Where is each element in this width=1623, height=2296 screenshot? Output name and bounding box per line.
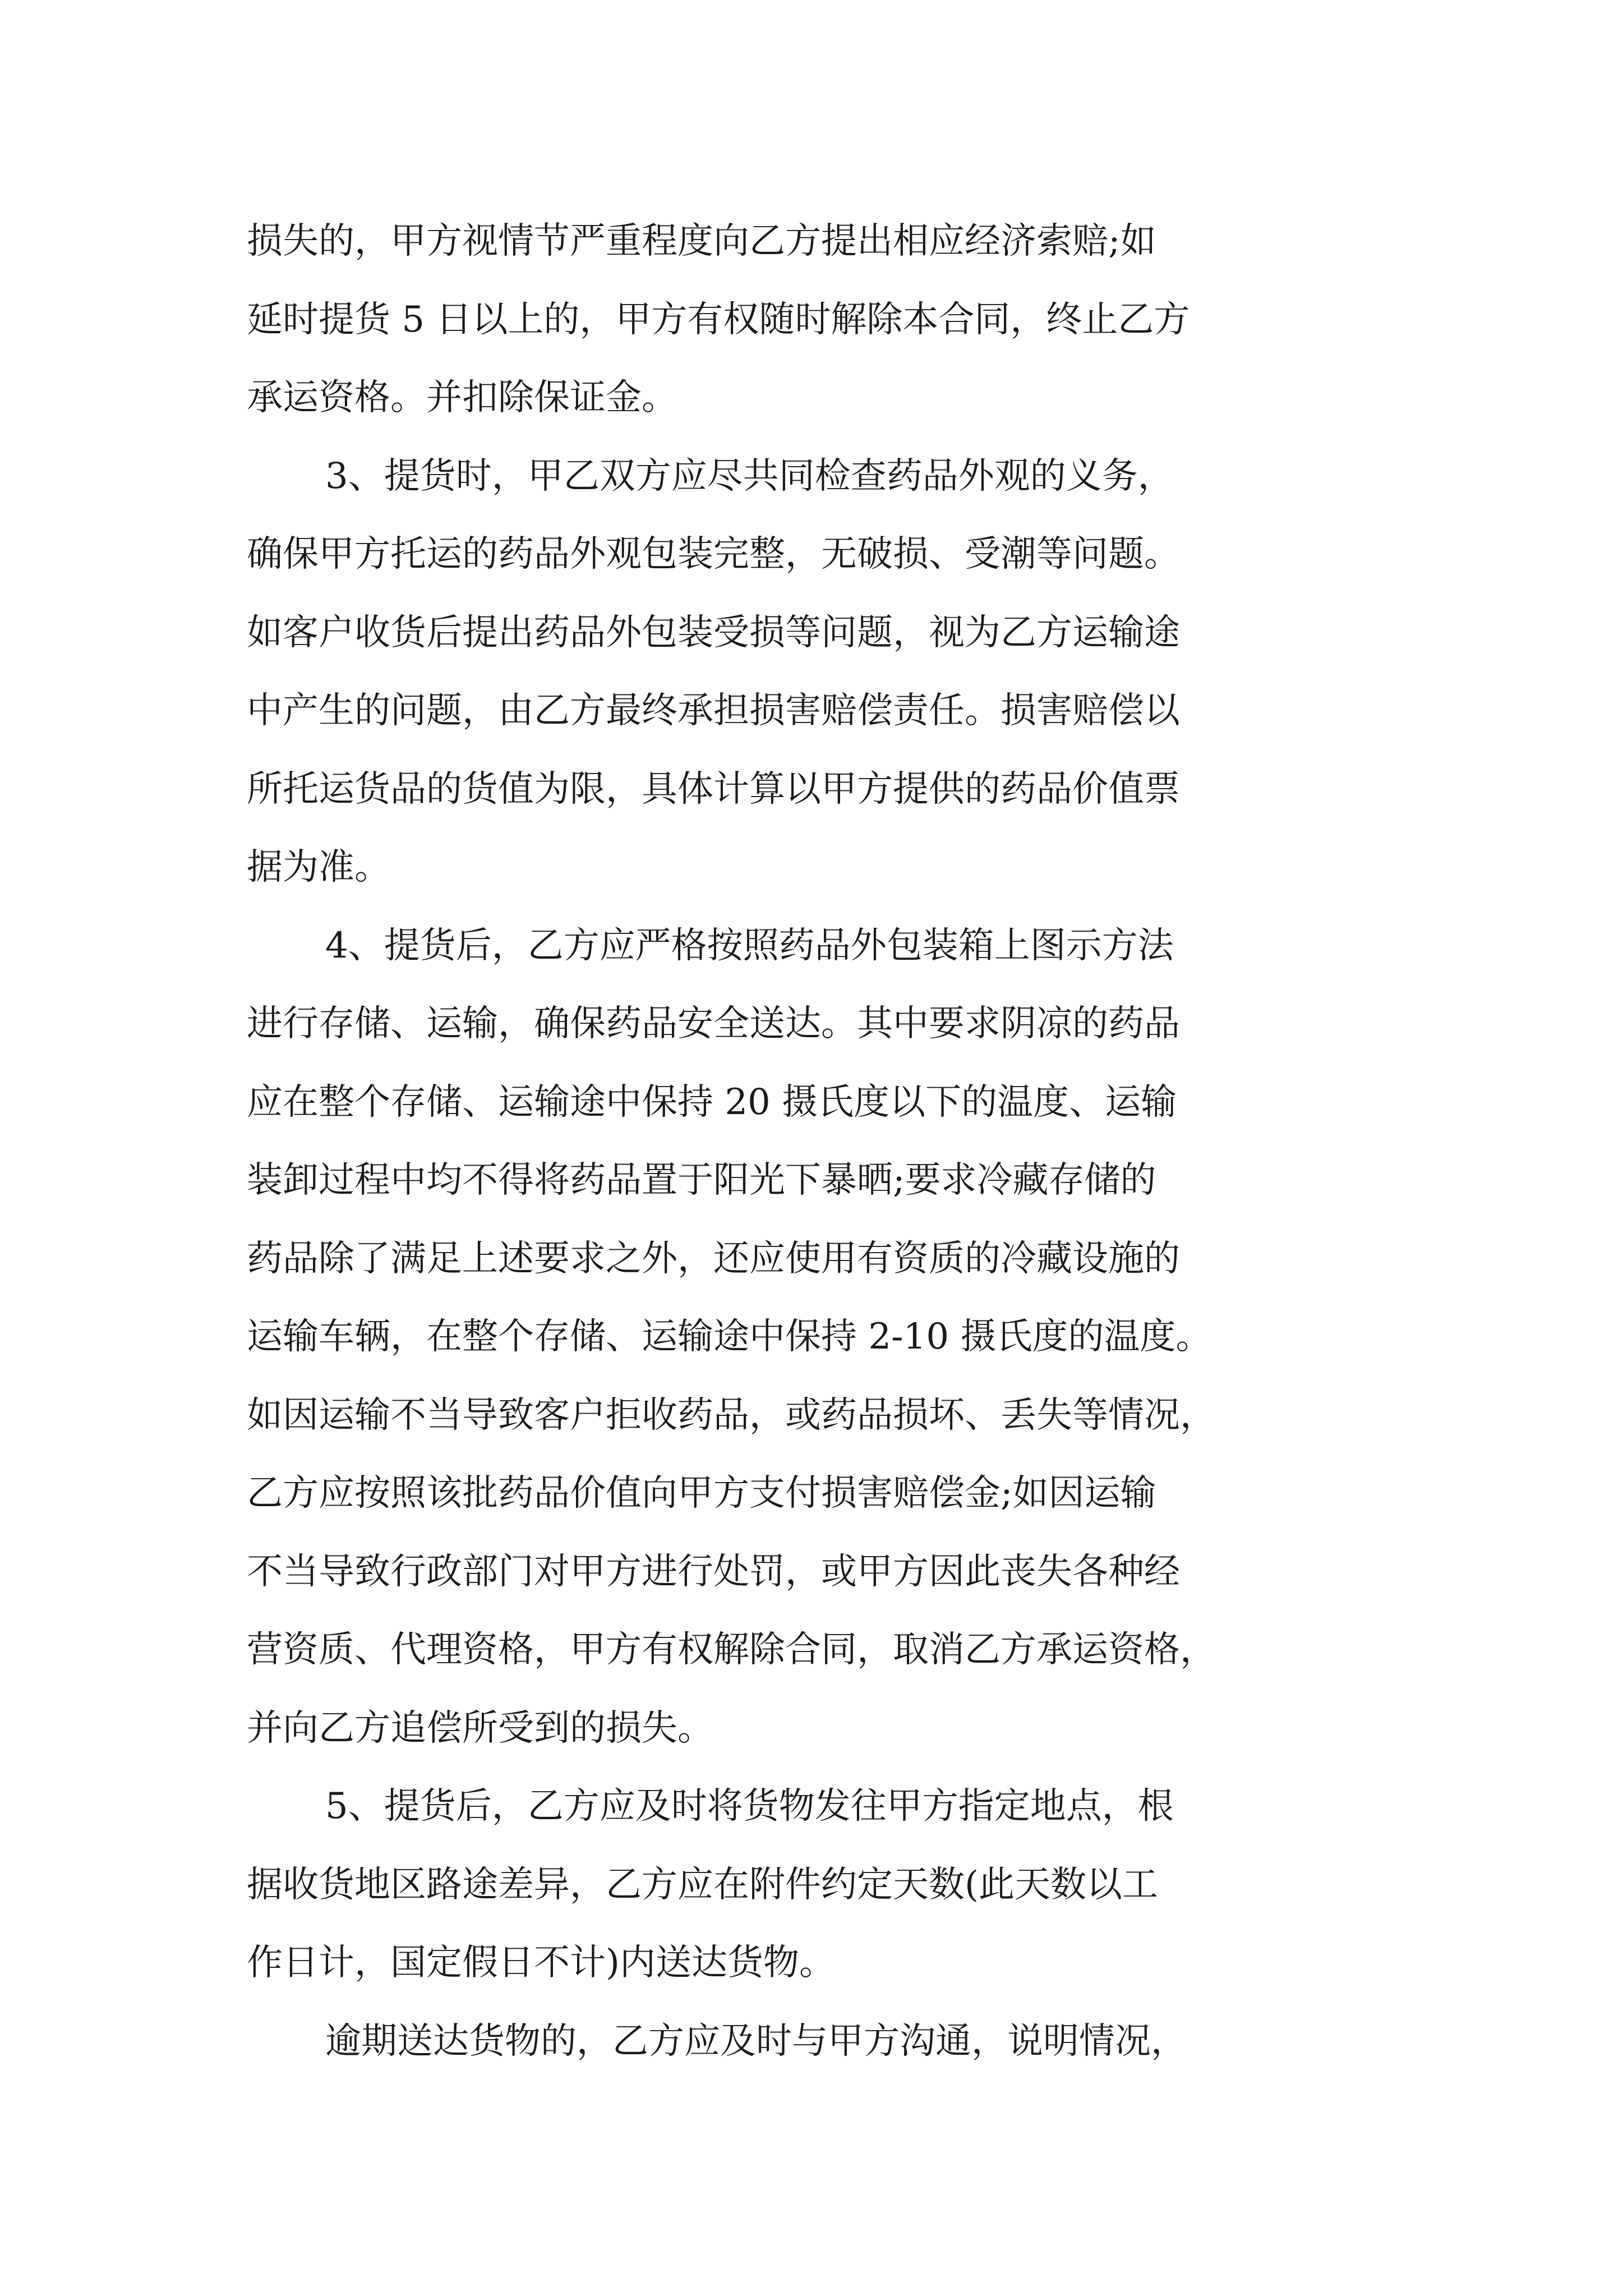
- text-line: 乙方应按照该批药品价值向甲方支付损害赔偿金;如因运输: [247, 1473, 1156, 1514]
- text-line: 3、提货时，甲乙双方应尽共同检查药品外观的义务，: [325, 455, 1174, 497]
- text-line: 损失的，甲方视情节严重程度向乙方提出相应经济索赔;如: [247, 220, 1156, 262]
- text-line: 所托运货品的货值为限，具体计算以甲方提供的药品价值票: [247, 768, 1180, 810]
- text-line: 营资质、代理资格，甲方有权解除合同，取消乙方承运资格，: [247, 1629, 1216, 1671]
- text-line: 据收货地区路途差异，乙方应在附件约定天数(此天数以工: [247, 1864, 1158, 1906]
- text-line: 据为准。: [247, 846, 390, 888]
- text-line: 药品除了满足上述要求之外，还应使用有资质的冷藏设施的: [247, 1237, 1180, 1280]
- text-line: 逾期送达货物的，乙方应及时与甲方沟通，说明情况，: [325, 2020, 1187, 2062]
- text-line: 延时提货 5 日以上的，甲方有权随时解除本合同，终止乙方: [247, 298, 1190, 341]
- document-body: [247, 213, 1385, 2091]
- text-line: 进行存储、运输，确保药品安全送达。其中要求阴凉的药品: [247, 1003, 1180, 1045]
- text-line: 5、提货后，乙方应及时将货物发往甲方指定地点，根: [325, 1786, 1174, 1827]
- text-line: 作日计，国定假日不计)内送达货物。: [247, 1942, 835, 1984]
- text-line: 并向乙方追偿所受到的损失。: [247, 1707, 713, 1749]
- text-line: 如因运输不当导致客户拒收药品，或药品损坏、丢失等情况，: [247, 1394, 1216, 1436]
- text-line: 确保甲方托运的药品外观包装完整，无破损、受潮等问题。: [247, 533, 1180, 575]
- text-line: 装卸过程中均不得将药品置于阳光下暴晒;要求冷藏存储的: [247, 1159, 1156, 1201]
- text-line: 不当导致行政部门对甲方进行处罚，或甲方因此丧失各种经: [247, 1550, 1180, 1593]
- text-line: 4、提货后，乙方应严格按照药品外包装箱上图示方法: [325, 924, 1174, 967]
- text-line: 应在整个存储、运输途中保持 20 摄氏度以下的温度、运输: [247, 1081, 1177, 1123]
- text-line: 运输车辆，在整个存储、运输途中保持 2-10 摄氏度的温度。: [247, 1316, 1212, 1358]
- text-line: 承运资格。并扣除保证金。: [247, 377, 677, 418]
- text-line: 如客户收货后提出药品外包装受损等问题，视为乙方运输途: [247, 611, 1180, 654]
- text-line: 中产生的问题，由乙方最终承担损害赔偿责任。损害赔偿以: [247, 690, 1180, 731]
